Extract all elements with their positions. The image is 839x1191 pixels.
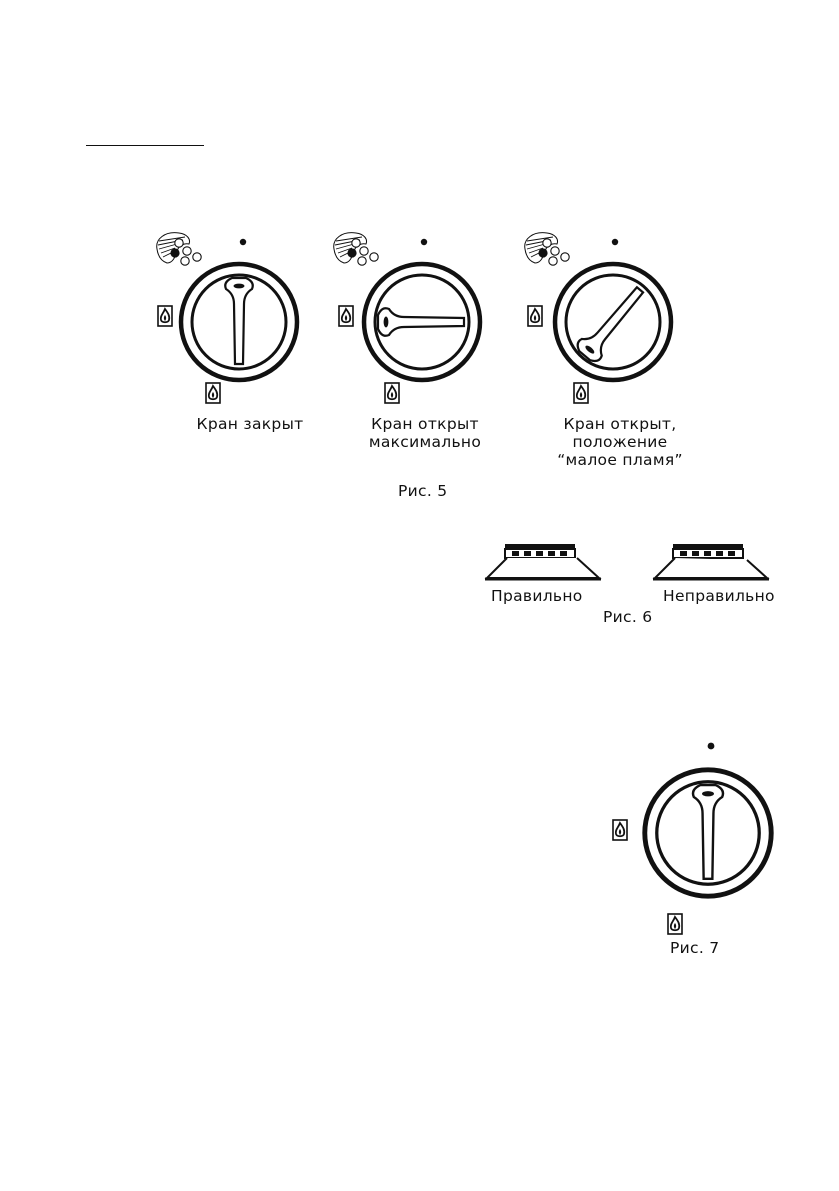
figure-7 [608,735,808,965]
burner-ports-icon [485,540,785,590]
figure-6 [485,540,785,630]
label-line: “малое пламя” [557,451,683,469]
label-line: максимально [368,433,482,451]
knob-closed [145,225,325,425]
label-line: Кран открыт [371,415,479,433]
small-flame-icon [667,913,683,935]
knob-closed-label: Кран закрыт [196,415,304,433]
large-flame-icon [338,305,354,327]
large-flame-icon [527,305,543,327]
section-rule [86,145,204,146]
burner-correct-label: Правильно [491,587,583,605]
large-flame-icon [157,305,173,327]
figure-7-caption: Рис. 7 [670,939,720,957]
figure-5 [145,225,705,505]
knob-open-max [332,225,512,425]
control-knob-icon [332,225,512,425]
small-flame-icon [205,382,221,404]
label-line: Кран открыт, [563,415,677,433]
burner-incorrect-label: Неправильно [663,587,775,605]
knob-small-flame-label [545,415,695,469]
label-line: положение [572,433,668,451]
small-flame-icon [384,382,400,404]
knob-open-max-label [355,415,495,451]
knob-small-flame [523,225,703,425]
small-flame-icon [573,382,589,404]
control-knob-icon [608,735,808,935]
figure-6-caption: Рис. 6 [603,608,653,626]
control-knob-icon [523,225,703,425]
large-flame-icon [612,819,628,841]
figure-5-caption: Рис. 5 [398,482,448,500]
